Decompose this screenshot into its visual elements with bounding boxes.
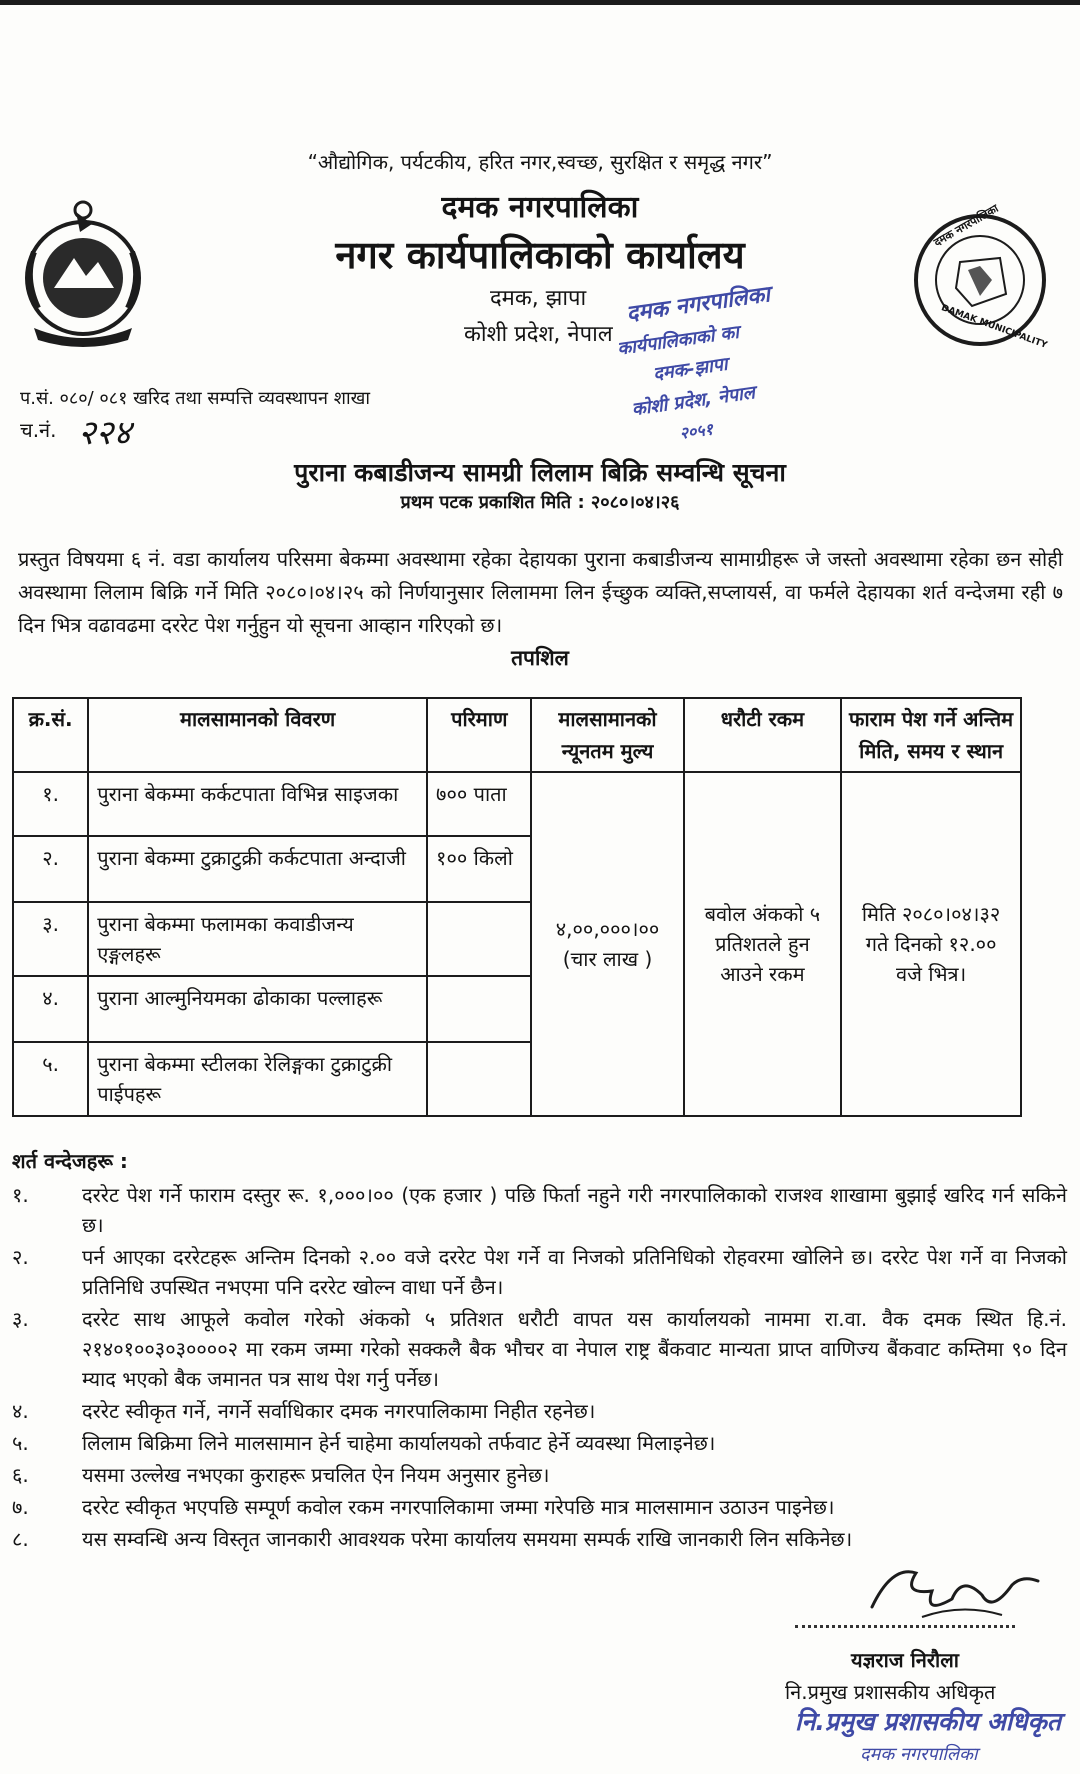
condition-number: २.	[12, 1245, 29, 1269]
condition-text: दररेट पेश गर्ने फाराम दस्तुर रू. १,०००।०० (एक हजार ) पछि फिर्ता नहुने गरी नगरपालिकाको राजश्व शाखामा बुझाई खरिद गर्न सकिने छ।	[82, 1183, 1067, 1237]
min-price-cell	[531, 772, 683, 1116]
condition-item	[0, 1524, 1080, 1554]
notice-subject: पुराना कबाडीजन्य सामग्री लिलाम बिक्रि सम्वन्धि सूचना	[294, 458, 786, 487]
address-line-1: दमक, झापा	[490, 286, 587, 311]
condition-text: दररेट स्वीकृत गर्ने, नगर्ने सर्वाधिकार दमक नगरपालिकामा निहीत रहनेछ।	[82, 1399, 596, 1423]
stamp-line-5: २०५१	[678, 419, 715, 443]
schedule-heading: तपशिल	[511, 646, 569, 670]
handwritten-signature	[862, 1555, 1052, 1625]
col-header-deadline: फाराम पेश गर्ने अन्तिम मिति, समय र स्थान	[841, 698, 1021, 772]
conditions-heading: शर्त वन्देजहरू :	[12, 1149, 128, 1173]
stamp-line-4: कोशी प्रदेश, नेपाल	[630, 382, 757, 421]
signature-line	[795, 1625, 1015, 1628]
condition-item	[0, 1396, 1080, 1426]
condition-number: ४.	[12, 1399, 29, 1423]
condition-text: दररेट साथ आफूले कवोल गरेको अंकको ५ प्रतिशत धरौटी वापत यस कार्यालयको नाममा रा.वा. वैक दमक स्थित हि.नं. २१४०१००३०३००००२ मा रकम जम्मा गरेको सक्कलै बैक भौचर वा नेपाल राष्ट्र बैंकवाट मान्यता प्राप्त वाणिज्य बैंकवाट कम्तिमा ९० दिन म्याद भएको बैक जमानत पत्र साथ पेश गर्नु पर्नेछ।	[82, 1307, 1067, 1391]
row-description: पुराना आल्मुनियमका ढोकाका पल्लाहरू	[88, 976, 427, 1042]
condition-number: ७.	[12, 1495, 29, 1519]
items-table	[12, 697, 1022, 1117]
municipality-logo-text-np: दमक नगरपालिका	[931, 201, 1001, 250]
office-stamp	[612, 278, 780, 446]
notice-intro: प्रस्तुत विषयमा ६ नं. वडा कार्यालय परिसमा बेकम्मा अवस्थामा रहेका देहायका पुराना कबाडीजन्य सामाग्रीहरू जे जस्तो अवस्थामा रहेका छन सोही अवस्थामा लिलाम बिक्रि गर्ने मिति २०८०।०४।२५ को निर्णयानुसार लिलाममा लिन ईच्छुक व्यक्ति,सप्लायर्स, वा फर्मले देहायका शर्त वन्देजमा रही ७ दिन भित्र वढावढमा दररेट पेश गर्नुहुन यो सूचना आव्हान गरिएको छ।	[18, 547, 1063, 637]
row-quantity	[427, 902, 531, 976]
condition-text: यसमा उल्लेख नभएका कुराहरू प्रचलित ऐन नियम अनुसार हुनेछ।	[82, 1463, 550, 1487]
col-header-description: मालसामानको विवरण	[88, 698, 427, 772]
published-date: प्रथम पटक प्रकाशित मिति : २०८०।०४।२६	[400, 492, 680, 513]
condition-item	[0, 1460, 1080, 1490]
condition-text: पर्न आएका दररेटहरू अन्तिम दिनको २.०० वजे दररेट पेश गर्ने वा निजको प्रतिनिधिको रोहवरमा खोलिने छ। दररेट पेश गर्ने वा निजको प्रतिनिधि उपस्थित नभएमा पनि दररेट खोल्न वाधा पर्ने छैन।	[82, 1245, 1067, 1299]
stamp-line-2: कार्यपालिकाको का	[616, 321, 741, 360]
condition-number: ८.	[12, 1527, 29, 1551]
reference-line: प.सं. ०८०/ ०८१ खरिद तथा सम्पत्ति व्यवस्थापन शाखा	[20, 388, 370, 409]
deposit-cell: बवोल अंकको ५ प्रतिशतले हुन आउने रकम	[684, 772, 842, 1116]
row-description: पुराना बेकम्मा टुक्राटुक्री कर्कटपाता अन्दाजी	[88, 836, 427, 902]
row-quantity	[427, 1042, 531, 1116]
scan-top-edge	[0, 0, 1080, 5]
col-header-quantity: परिमाण	[427, 698, 531, 772]
row-sn: १.	[13, 772, 88, 836]
col-header-sn: क्र.सं.	[13, 698, 88, 772]
slogan: “औद्योगिक, पर्यटकीय, हरित नगर,स्वच्छ, सुरक्षित र समृद्ध नगर”	[307, 150, 773, 174]
condition-text: लिलाम बिक्रिमा लिने मालसामान हेर्न चाहेमा कार्यालयको तर्फवाट हेर्ने व्यवस्था मिलाइनेछ।	[82, 1431, 716, 1455]
chalan-number: २२४	[78, 413, 132, 453]
condition-text: यस सम्वन्धि अन्य विस्तृत जानकारी आवश्यक परेमा कार्यालय समयमा सम्पर्क राखि जानकारी लिन सकिनेछ।	[82, 1527, 853, 1551]
table-header-row	[13, 698, 1021, 772]
row-description: पुराना बेकम्मा फलामका कवाडीजन्य एङ्गलहरू	[88, 902, 427, 976]
condition-item	[0, 1242, 1080, 1302]
condition-number: ६.	[12, 1463, 29, 1487]
deadline-cell: मिति २०८०।०४।३२ गते दिनको १२.०० वजे भित्र।	[841, 772, 1021, 1116]
stamp-line-3: दमक-झापा	[651, 353, 729, 385]
row-quantity: १०० किलो	[427, 836, 531, 902]
condition-item	[0, 1304, 1080, 1394]
condition-number: ३.	[12, 1307, 29, 1331]
col-header-deposit: धरौटी रकम	[684, 698, 842, 772]
row-description: पुराना बेकम्मा कर्कटपाता विभिन्न साइजका	[88, 772, 427, 836]
condition-text: दररेट स्वीकृत भएपछि सम्पूर्ण कवोल रकम नगरपालिकामा जम्मा गरेपछि मात्र मालसामान उठाउन पाइनेछ।	[82, 1495, 835, 1519]
condition-number: ५.	[12, 1431, 29, 1455]
row-quantity: ७०० पाता	[427, 772, 531, 836]
row-sn: ५.	[13, 1042, 88, 1116]
stamp-line-1: दमक नगरपालिका	[625, 282, 772, 328]
signatory-stamp-org: दमक नगरपालिका	[860, 1744, 978, 1765]
col-header-min-price: मालसामानको न्यूनतम मुल्य	[531, 698, 683, 772]
municipality-logo-text-en: DAMAK MUNICIPALITY	[939, 303, 1049, 351]
condition-item	[0, 1180, 1080, 1240]
min-price-words: (चार लाख )	[562, 947, 653, 971]
org-name: दमक नगरपालिका	[441, 190, 639, 225]
row-description: पुराना बेकम्मा स्टीलका रेलिङ्गका टुक्राटुक्री पाईपहरू	[88, 1042, 427, 1116]
row-quantity	[427, 976, 531, 1042]
signatory-stamp-title: नि.प्रमुख प्रशासकीय अधिकृत	[795, 1707, 1062, 1736]
table-row	[13, 772, 1021, 836]
row-sn: २.	[13, 836, 88, 902]
min-price-value: ४,००,०००।००	[555, 917, 660, 941]
condition-item	[0, 1428, 1080, 1458]
address-line-2: कोशी प्रदेश, नेपाल	[464, 322, 613, 347]
signatory-name: यज्ञराज निरौला	[851, 1648, 959, 1672]
row-sn: ३.	[13, 902, 88, 976]
chalan-label: च.नं.	[20, 418, 57, 442]
row-sn: ४.	[13, 976, 88, 1042]
signatory-title: नि.प्रमुख प्रशासकीय अधिकृत	[785, 1680, 996, 1704]
condition-number: १.	[12, 1183, 29, 1207]
condition-item	[0, 1492, 1080, 1522]
office-name: नगर कार्यपालिकाको कार्यालय	[335, 233, 745, 277]
